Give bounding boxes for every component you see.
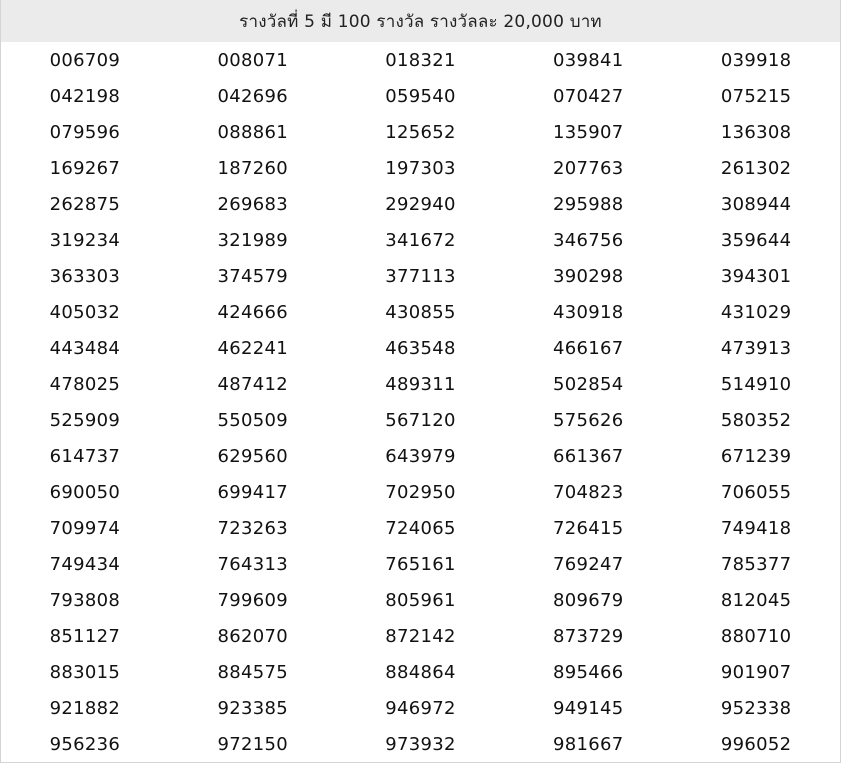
winning-number: 359644 — [720, 229, 792, 251]
winning-number: 769247 — [553, 553, 624, 575]
winning-number: 709974 — [49, 517, 121, 539]
winning-number: 699417 — [217, 481, 288, 503]
winning-number: 321989 — [217, 229, 288, 251]
winning-number: 169267 — [49, 157, 121, 179]
winning-number: 502854 — [553, 373, 624, 395]
winning-number: 799609 — [217, 589, 288, 611]
winning-number: 430918 — [553, 301, 624, 323]
winning-number: 895466 — [553, 661, 624, 683]
winning-number: 262875 — [49, 193, 121, 215]
winning-number: 873729 — [553, 625, 624, 647]
winning-number: 430855 — [385, 301, 456, 323]
winning-number: 723263 — [217, 517, 288, 539]
winning-number: 197303 — [385, 157, 456, 179]
winning-number: 972150 — [217, 733, 288, 755]
prize-table-header — [1, 0, 840, 42]
winning-number: 996052 — [720, 733, 792, 755]
winning-number: 079596 — [49, 121, 121, 143]
winning-number: 374579 — [217, 265, 288, 287]
winning-number: 643979 — [385, 445, 456, 467]
winning-number: 724065 — [385, 517, 456, 539]
winning-number: 006709 — [49, 49, 121, 71]
winning-number: 880710 — [720, 625, 792, 647]
winning-number: 377113 — [385, 265, 456, 287]
winning-number: 726415 — [553, 517, 624, 539]
winning-number: 018321 — [385, 49, 456, 71]
winning-number: 765161 — [385, 553, 456, 575]
winning-number: 884864 — [385, 661, 456, 683]
winning-number: 749418 — [720, 517, 792, 539]
winning-number: 207763 — [553, 157, 624, 179]
winning-number: 785377 — [720, 553, 792, 575]
winning-number: 901907 — [720, 661, 792, 683]
winning-number: 923385 — [217, 697, 288, 719]
winning-number: 308944 — [720, 193, 792, 215]
winning-number: 793808 — [49, 589, 121, 611]
winning-number: 921882 — [49, 697, 121, 719]
winning-number: 261302 — [720, 157, 792, 179]
winning-number: 614737 — [49, 445, 121, 467]
winning-number: 749434 — [49, 553, 121, 575]
winning-number: 956236 — [49, 733, 121, 755]
winning-number: 973932 — [385, 733, 456, 755]
winning-number: 575626 — [553, 409, 624, 431]
winning-number: 872142 — [385, 625, 456, 647]
winning-number: 629560 — [217, 445, 288, 467]
winning-numbers-grid — [1, 42, 840, 762]
winning-number: 292940 — [385, 193, 456, 215]
winning-number: 809679 — [553, 589, 624, 611]
winning-number: 671239 — [720, 445, 792, 467]
winning-number: 088861 — [217, 121, 288, 143]
winning-number: 949145 — [553, 697, 624, 719]
winning-number: 580352 — [720, 409, 792, 431]
winning-number: 514910 — [720, 373, 792, 395]
winning-number: 981667 — [553, 733, 624, 755]
winning-number: 394301 — [720, 265, 792, 287]
winning-number: 805961 — [385, 589, 456, 611]
winning-number: 443484 — [49, 337, 121, 359]
winning-number: 059540 — [385, 85, 456, 107]
winning-number: 550509 — [217, 409, 288, 431]
winning-number: 883015 — [49, 661, 121, 683]
prize-title: รางวัลที่ 5 มี 100 รางวัล รางวัลละ 20,000 บาท — [239, 11, 602, 32]
winning-number: 039841 — [553, 49, 624, 71]
winning-number: 706055 — [720, 481, 792, 503]
winning-number: 489311 — [385, 373, 456, 395]
winning-number: 884575 — [217, 661, 288, 683]
winning-number: 812045 — [720, 589, 792, 611]
winning-number: 319234 — [49, 229, 121, 251]
winning-number: 463548 — [385, 337, 456, 359]
winning-number: 341672 — [385, 229, 456, 251]
winning-number: 462241 — [217, 337, 288, 359]
winning-number: 952338 — [720, 697, 792, 719]
winning-number: 075215 — [720, 85, 792, 107]
winning-number: 764313 — [217, 553, 288, 575]
winning-number: 487412 — [217, 373, 288, 395]
winning-number: 473913 — [720, 337, 792, 359]
winning-number: 125652 — [385, 121, 456, 143]
winning-number: 946972 — [385, 697, 456, 719]
winning-number: 525909 — [49, 409, 121, 431]
winning-number: 346756 — [553, 229, 624, 251]
winning-number: 187260 — [217, 157, 288, 179]
winning-number: 702950 — [385, 481, 456, 503]
winning-number: 039918 — [720, 49, 792, 71]
winning-number: 042696 — [217, 85, 288, 107]
winning-number: 567120 — [385, 409, 456, 431]
winning-number: 390298 — [553, 265, 624, 287]
winning-number: 424666 — [217, 301, 288, 323]
winning-number: 042198 — [49, 85, 121, 107]
winning-number: 478025 — [49, 373, 121, 395]
winning-number: 008071 — [217, 49, 288, 71]
winning-number: 704823 — [553, 481, 624, 503]
winning-number: 295988 — [553, 193, 624, 215]
winning-number: 690050 — [49, 481, 121, 503]
winning-number: 135907 — [553, 121, 624, 143]
winning-number: 269683 — [217, 193, 288, 215]
winning-number: 136308 — [720, 121, 792, 143]
winning-number: 405032 — [49, 301, 121, 323]
winning-number: 862070 — [217, 625, 288, 647]
winning-number: 363303 — [49, 265, 121, 287]
winning-number: 661367 — [553, 445, 624, 467]
winning-number: 851127 — [49, 625, 121, 647]
winning-number: 431029 — [720, 301, 792, 323]
winning-number: 070427 — [553, 85, 624, 107]
winning-number: 466167 — [553, 337, 624, 359]
